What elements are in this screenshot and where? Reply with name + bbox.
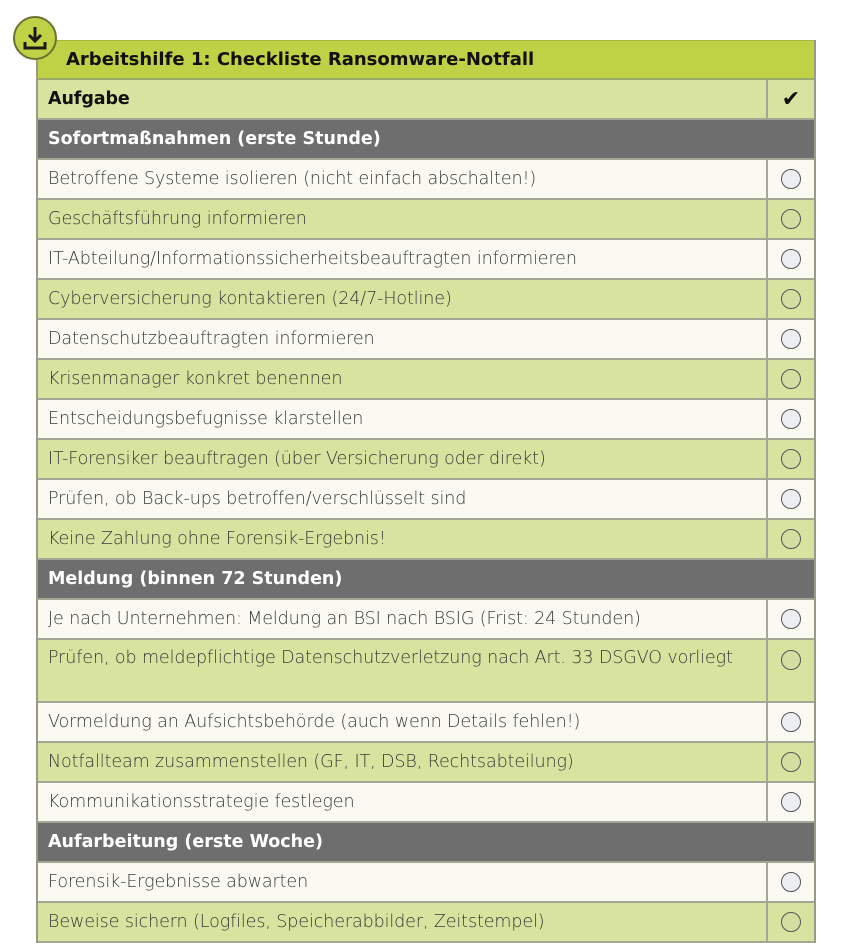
table-row xyxy=(38,520,814,560)
table-row xyxy=(38,703,814,743)
checkbox-circle[interactable] xyxy=(781,249,801,269)
checkbox-circle[interactable] xyxy=(781,409,801,429)
checkbox-circle[interactable] xyxy=(781,650,801,670)
task-text: Cyberversicherung kontaktieren (24/7-Hotline) xyxy=(48,288,452,309)
table-row xyxy=(38,600,814,640)
section-header: Sofortmaßnahmen (erste Stunde) xyxy=(38,120,814,160)
checkbox-circle[interactable] xyxy=(781,209,801,229)
check-column-header: ✔ xyxy=(781,86,801,112)
task-text: Prüfen, ob Back-ups betroffen/verschlüsselt sind xyxy=(48,488,467,509)
table-row xyxy=(38,320,814,360)
task-text: IT-Abteilung/Informationssicherheitsbeauftragten informieren xyxy=(48,248,577,269)
download-icon xyxy=(21,24,49,52)
task-text: Kommunikationsstrategie festlegen xyxy=(48,791,355,812)
checkbox-circle[interactable] xyxy=(781,329,801,349)
table-row xyxy=(38,240,814,280)
table-row xyxy=(38,200,814,240)
section-header: Meldung (binnen 72 Stunden) xyxy=(38,560,814,600)
table-row xyxy=(38,743,814,783)
table-row xyxy=(38,783,814,823)
checkbox-circle[interactable] xyxy=(781,712,801,732)
task-text: Entscheidungsbefugnisse klarstellen xyxy=(48,408,364,429)
task-text: Keine Zahlung ohne Forensik-Ergebnis! xyxy=(48,528,386,549)
section-header: Aufarbeitung (erste Woche) xyxy=(38,823,814,863)
table-row xyxy=(38,360,814,400)
task-text: Notfallteam zusammenstellen (GF, IT, DSB, Rechtsabteilung) xyxy=(48,751,574,772)
table-row xyxy=(38,400,814,440)
task-text: Geschäftsführung informieren xyxy=(48,208,307,229)
checkbox-circle[interactable] xyxy=(781,872,801,892)
table-row xyxy=(38,863,814,903)
table-title: Arbeitshilfe 1: Checkliste Ransomware-Notfall xyxy=(38,40,814,80)
table-row xyxy=(38,480,814,520)
checkbox-circle[interactable] xyxy=(781,609,801,629)
header-row xyxy=(38,80,814,120)
table-row xyxy=(38,640,814,703)
task-text: Betroffene Systeme isolieren (nicht einfach abschalten!) xyxy=(48,168,537,189)
task-column-header: Aufgabe xyxy=(48,88,130,109)
checklist-table xyxy=(36,40,816,943)
task-text: Datenschutzbeauftragten informieren xyxy=(48,328,375,349)
checkbox-circle[interactable] xyxy=(781,912,801,932)
task-text: Vormeldung an Aufsichtsbehörde (auch wenn Details fehlen!) xyxy=(48,711,581,732)
checkbox-circle[interactable] xyxy=(781,529,801,549)
task-text: Prüfen, ob meldepflichtige Datenschutzverletzung nach Art. 33 DSGVO vorliegt xyxy=(48,648,733,668)
table-row xyxy=(38,160,814,200)
task-text: Forensik-Ergebnisse abwarten xyxy=(48,871,309,892)
checkbox-circle[interactable] xyxy=(781,289,801,309)
table-row xyxy=(38,440,814,480)
task-text: Je nach Unternehmen: Meldung an BSI nach BSIG (Frist: 24 Stunden) xyxy=(48,608,641,629)
checkbox-circle[interactable] xyxy=(781,752,801,772)
checkbox-circle[interactable] xyxy=(781,489,801,509)
checkbox-circle[interactable] xyxy=(781,792,801,812)
checkbox-circle[interactable] xyxy=(781,449,801,469)
task-text: Beweise sichern (Logfiles, Speicherabbilder, Zeitstempel) xyxy=(48,911,545,932)
table-row xyxy=(38,903,814,943)
download-button[interactable] xyxy=(13,16,57,60)
table-row xyxy=(38,280,814,320)
checkbox-circle[interactable] xyxy=(781,169,801,189)
checkbox-circle[interactable] xyxy=(781,369,801,389)
task-text: IT-Forensiker beauftragen (über Versicherung oder direkt) xyxy=(48,448,546,469)
task-text: Krisenmanager konkret benennen xyxy=(48,368,343,389)
